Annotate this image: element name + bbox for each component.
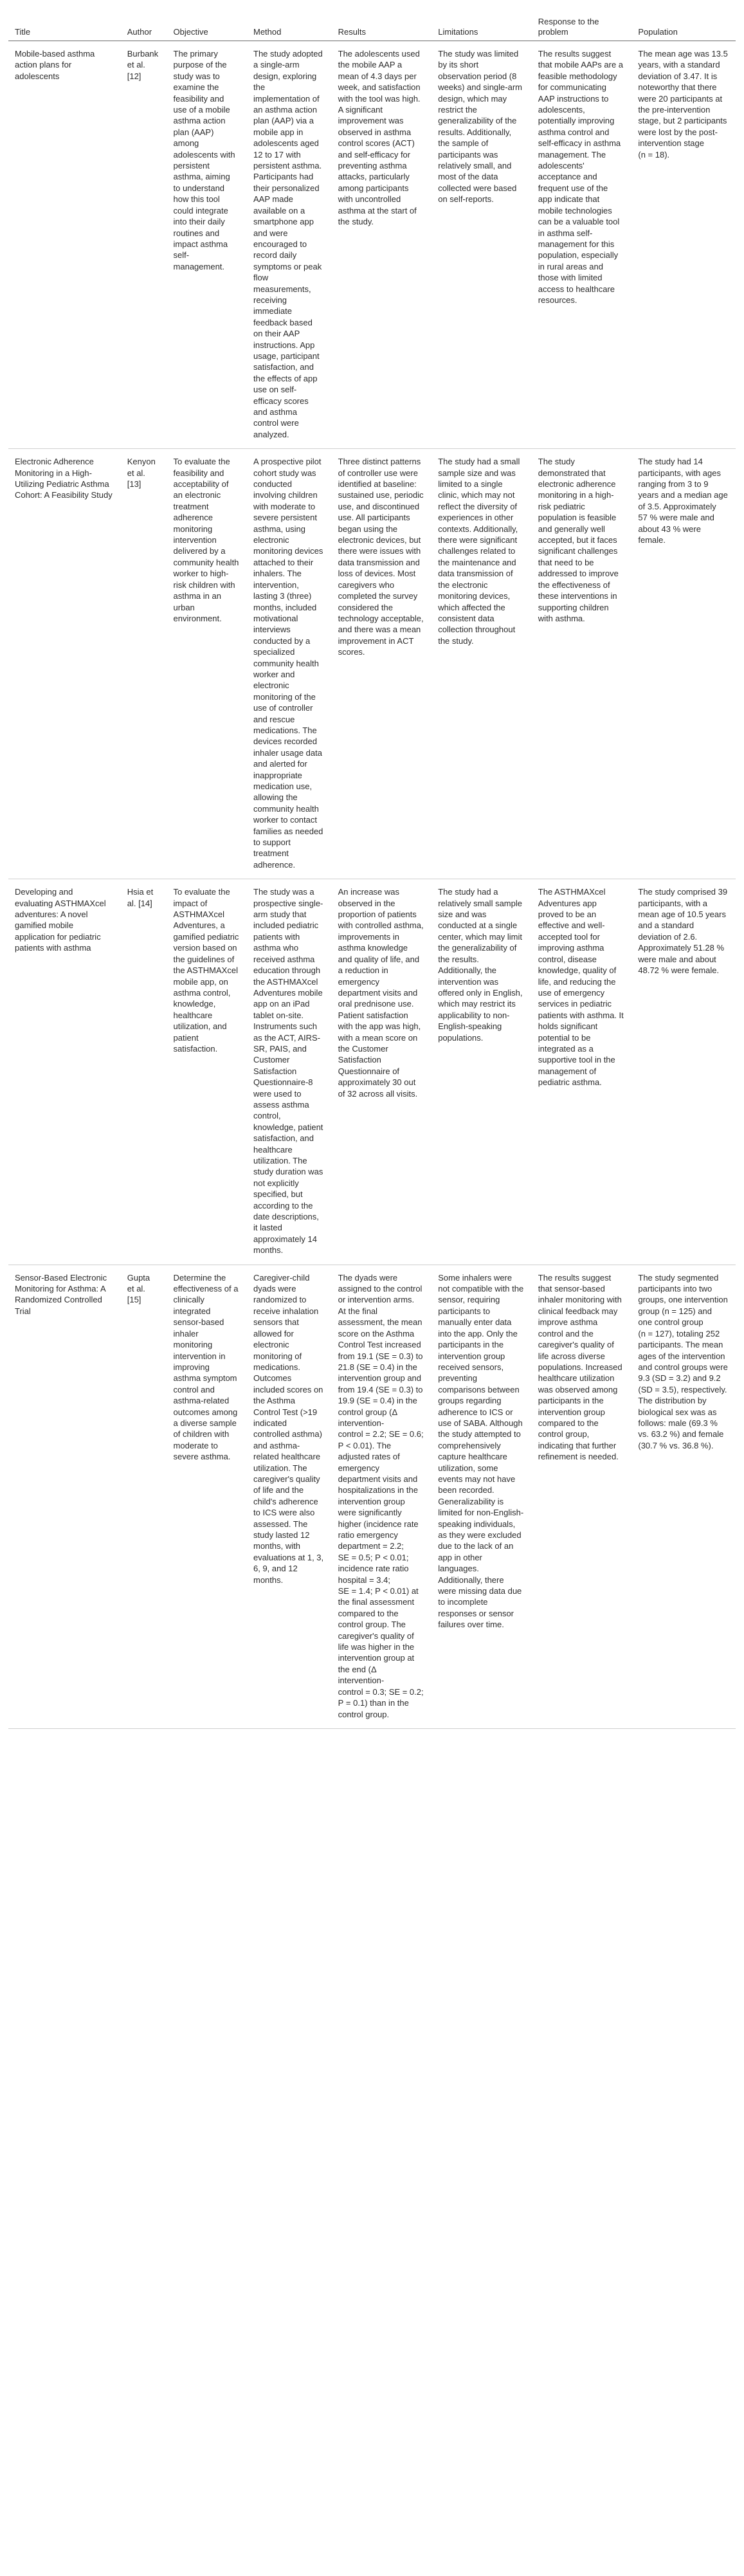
cell-title: Developing and evaluating ASTHMAXcel adventures: A novel gamified mobile application for pediatric patients with asthma (8, 879, 121, 1265)
table-row (8, 1265, 736, 1728)
cell-objective: The primary purpose of the study was to examine the feasibility and use of a mobile asthma action plan (AAP) among adolescents with persistent asthma, aiming to understand how this tool could integrate into their daily routines and impact asthma self-management. (167, 41, 247, 449)
cell-method: Caregiver-child dyads were randomized to receive inhalation sensors that allowed for electronic monitoring of medications. Outcomes included scores on the Asthma Control Test (>19 indicated controlled asthma) and asthma-related healthcare utilization. The caregiver's quality of life and the child's adherence to ICS were also assessed. The study lasted 12 months, with evaluations at 1, 3, 6, 9, and 12 months. (247, 1265, 332, 1728)
cell-author: Burbank et al. [12] (121, 41, 167, 449)
cell-results: The dyads were assigned to the control or intervention arms. At the final assessment, the mean score on the Asthma Control Test increased from 19.1 (SE = 0.3) to 21.8 (SE = 0.4) in the intervention group and from 19.4 (SE = 0.3) to 19.9 (SE = 0.4) in the control group (Δ intervention-control = 2.2; SE = 0.6; P < 0.01). The adjusted rates of emergency department visits and hospitalizations in the intervention group were significantly higher (incidence rate ratio emergency department = 2.2; SE = 0.5; P < 0.01; incidence rate ratio hospital = 3.4; SE = 1.4; P < 0.01) at the final assessment compared to the control group. The caregiver's quality of life was higher in the intervention group at the end (Δ intervention-control = 0.3; SE = 0.2; P = 0.1) than in the control group. (332, 1265, 432, 1728)
cell-author: Gupta et al. [15] (121, 1265, 167, 1728)
table-row (8, 449, 736, 879)
cell-author: Kenyon et al. [13] (121, 449, 167, 879)
cell-objective: Determine the effectiveness of a clinically integrated sensor-based inhaler monitoring intervention in improving asthma symptom control and asthma-related outcomes among a diverse sample of children with moderate to severe asthma. (167, 1265, 247, 1728)
cell-response: The study demonstrated that electronic adherence monitoring in a high-risk pediatric population is feasible and generally well accepted, but it faces significant challenges that need to be addressed to improve the effectiveness of these interventions in supporting children with asthma. (532, 449, 632, 879)
cell-limitations: The study had a small sample size and was limited to a single clinic, which may not reflect the diversity of experiences in other contexts. Additionally, there were significant challenges related to the maintenance and data transmission of the electronic monitoring devices, which affected the consistent data collection throughout the study. (431, 449, 532, 879)
cell-response: The ASTHMAXcel Adventures app proved to be an effective and well-accepted tool for improving asthma control, disease knowledge, quality of life, and reducing the use of emergency services in pediatric patients with asthma. It holds significant potential to be integrated as a supportive tool in the management of pediatric asthma. (532, 879, 632, 1265)
cell-population: The study had 14 participants, with ages ranging from 3 to 9 years and a median age of 3.5. Approximately 57 % were male and about 43 % were female. (631, 449, 736, 879)
header-results: Results (332, 10, 432, 41)
cell-method: The study adopted a single-arm design, exploring the implementation of an asthma action plan (AAP) via a mobile app in adolescents aged 12 to 17 with persistent asthma. Participants had their personalized AAP made available on a smartphone app and were encouraged to record daily symptoms or peak flow measurements, receiving immediate feedback based on their AAP instructions. App usage, participant satisfaction, and the effects of app use on self-efficacy scores and asthma control were analyzed. (247, 41, 332, 449)
cell-objective: To evaluate the feasibility and acceptability of an electronic treatment adherence monitoring intervention delivered by a community health worker to high-risk children with asthma in an urban environment. (167, 449, 247, 879)
cell-limitations: Some inhalers were not compatible with the sensor, requiring participants to manually enter data into the app. Only the participants in the intervention group received sensors, preventing comparisons between groups regarding adherence to ICS or use of SABA. Although the study attempted to comprehensively capture healthcare utilization, some events may not have been recorded. Generalizability is limited for non-English-speaking individuals, as they were excluded due to the lack of an app in other languages. Additionally, there were missing data due to incomplete responses or sensor failures over time. (431, 1265, 532, 1728)
header-population: Population (631, 10, 736, 41)
cell-results: The adolescents used the mobile AAP a mean of 4.3 days per week, and satisfaction with the tool was high. A significant improvement was observed in asthma control scores (ACT) and self-efficacy for preventing asthma attacks, particularly among participants with uncontrolled asthma at the start of the study. (332, 41, 432, 449)
cell-results: Three distinct patterns of controller use were identified at baseline: sustained use, periodic use, and discontinued use. All participants began using the electronic devices, but there were issues with data transmission and loss of devices. Most caregivers who completed the survey considered the technology acceptable, and there was a mean improvement in ACT scores. (332, 449, 432, 879)
cell-response: The results suggest that sensor-based inhaler monitoring with clinical feedback may improve asthma control and the caregiver's quality of life across diverse populations. Increased healthcare utilization was observed among participants in the intervention group compared to the control group, indicating that further refinement is needed. (532, 1265, 632, 1728)
cell-limitations: The study had a relatively small sample size and was conducted at a single center, which may limit the generalizability of the results. Additionally, the intervention was offered only in English, which may restrict its applicability to non-English-speaking populations. (431, 879, 532, 1265)
cell-limitations: The study was limited by its short observation period (8 weeks) and single-arm design, which may restrict the generalizability of the results. Additionally, the sample of participants was relatively small, and most of the data collected were based on self-reports. (431, 41, 532, 449)
header-author: Author (121, 10, 167, 41)
cell-title: Electronic Adherence Monitoring in a High-Utilizing Pediatric Asthma Cohort: A Feasibility Study (8, 449, 121, 879)
header-response: Response to the problem (532, 10, 632, 41)
cell-population: The study segmented participants into two groups, one intervention group (n = 125) and one control group (n = 127), totaling 252 participants. The mean ages of the intervention and control groups were 9.3 (SD = 3.2) and 9.2 (SD = 3.5), respectively. The distribution by biological sex was as follows: male (69.3 % vs. 63.2 %) and female (30.7 % vs. 36.8 %). (631, 1265, 736, 1728)
cell-author: Hsia et al. [14] (121, 879, 167, 1265)
studies-table (8, 10, 736, 1729)
cell-results: An increase was observed in the proportion of patients with controlled asthma, improvements in asthma knowledge and quality of life, and a reduction in emergency department visits and oral prednisone use. Patient satisfaction with the app was high, with a mean score on the Customer Satisfaction Questionnaire of approximately 30 out of 32 across all visits. (332, 879, 432, 1265)
cell-population: The study comprised 39 participants, with a mean age of 10.5 years and a standard deviation of 2.6. Approximately 51.28 % were male and about 48.72 % were female. (631, 879, 736, 1265)
cell-method: A prospective pilot cohort study was conducted involving children with moderate to severe persistent asthma, using electronic monitoring devices attached to their inhalers. The intervention, lasting 3 (three) months, included motivational interviews conducted by a specialized community health worker and electronic monitoring of the use of controller and rescue medications. The devices recorded inhaler usage data and alerted for inappropriate medication use, allowing the community health worker to contact families as needed to support treatment adherence. (247, 449, 332, 879)
header-limitations: Limitations (431, 10, 532, 41)
cell-objective: To evaluate the impact of ASTHMAXcel Adventures, a gamified pediatric version based on the guidelines of the ASTHMAXcel mobile app, on asthma control, knowledge, healthcare utilization, and patient satisfaction. (167, 879, 247, 1265)
cell-title: Mobile-based asthma action plans for adolescents (8, 41, 121, 449)
header-title: Title (8, 10, 121, 41)
cell-method: The study was a prospective single-arm study that included pediatric patients with asthma who received asthma education through the ASTHMAXcel Adventures mobile app on an iPad tablet on-site. Instruments such as the ACT, AIRS-SR, PAIS, and Customer Satisfaction Questionnaire-8 were used to assess asthma control, knowledge, patient satisfaction, and healthcare utilization. The study duration was not explicitly specified, but according to the date descriptions, it lasted approximately 14 months. (247, 879, 332, 1265)
cell-population: The mean age was 13.5 years, with a standard deviation of 3.47. It is noteworthy that there were 20 participants at the pre-intervention stage, but 2 participants were lost by the post-intervention stage (n = 18). (631, 41, 736, 449)
header-objective: Objective (167, 10, 247, 41)
table-row (8, 41, 736, 449)
cell-title: Sensor-Based Electronic Monitoring for Asthma: A Randomized Controlled Trial (8, 1265, 121, 1728)
table-row (8, 879, 736, 1265)
cell-response: The results suggest that mobile AAPs are a feasible methodology for communicating AAP instructions to adolescents, potentially improving asthma control and self-efficacy in asthma management. The adolescents' acceptance and frequent use of the app indicate that mobile technologies can be a valuable tool in asthma self-management for this population, especially in rural areas and those with limited access to healthcare resources. (532, 41, 632, 449)
header-method: Method (247, 10, 332, 41)
table-header-row (8, 10, 736, 41)
